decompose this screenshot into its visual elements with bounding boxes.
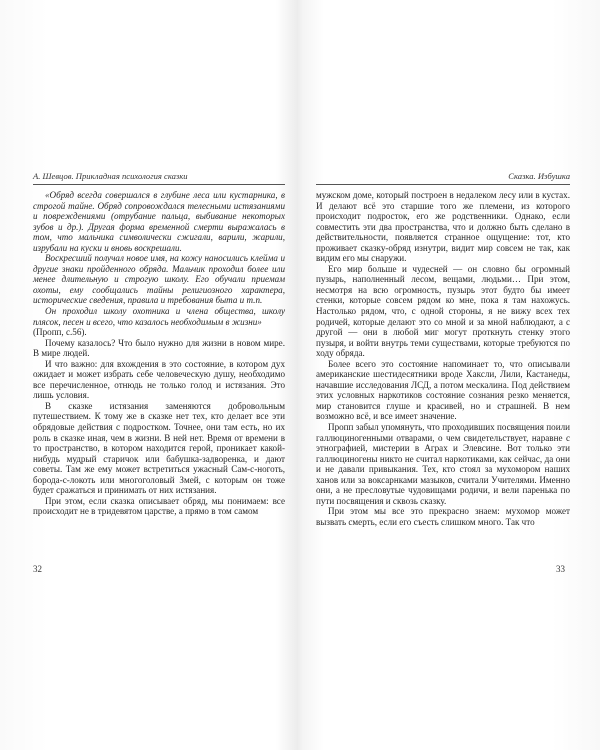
right-running-head: Сказка. Избушка <box>316 171 570 185</box>
paragraph: При этом мы все это прекрасно знаем: мухомор может вызвать смерть, если его съесть слишком много. Так что <box>316 506 570 527</box>
paragraph: мужском доме, который построен в недалеком лесу или в кустах. И делают всё это старшие того же племени, из которого происходит подросток, его же родственники. Однако, если совместить эти два пространства, что и должно быть сделано в действительности, появляется странное ощущение: тот, кто проживает сказку-обряд изнутри, видит мир совсем не так, как видим его мы снаружи. <box>316 190 570 264</box>
paragraph: Воскресший получал новое имя, на кожу наносились клейма и другие знаки пройденного обряда. Мальчик проходил более или менее длительную и строгую школу. Его обучали приемам охоты, ему сообщались тайны религиозного характера, исторические сведения, правила и требования быта и т.п. <box>33 253 285 306</box>
paragraph: Его мир больше и чудесней — он словно бы огромный пузырь, наполненный лесом, вещами, людьми… При этом, несмотря на всю огромность, пузырь этот будто бы имеет стенки, которые совсем рядом ко мне, пока я там нахожусь. Настолько рядом, что, с одной стороны, я не вижу всех тех родичей, которые делают это со мной и за мной наблюдают, а с другой — они в любой миг могут проткнуть стенку этого пузыря, и войти внутрь теми существами, которые требуются по ходу обряда. <box>316 263 570 359</box>
paragraph: Более всего это состояние напоминает то, что описывали американские шестидесятники вроде Хаксли, Лили, Кастанеды, начавшие исследования ЛСД, а потом мескалина. Под действием этих условных наркотиков состояние сознания резко меняется, мир становится глуше и красивей, но и страшней. В нем возможно всё, и все имеет значение. <box>316 358 570 422</box>
paragraph: «Обряд всегда совершался в глубине леса или кустарника, в строгой тайне. Обряд сопровождался телесными истязаниями и повреждениями (отрубание пальца, выбивание некоторых зубов и др.). Другая форма временной смерти выражалась в том, что мальчика символически сжигали, варили, жарили, изрубали на куски и вновь воскрешали. <box>33 190 285 253</box>
paragraph: Пропп забыл упомянуть, что проходивших посвящения поили галлюциногенными отварами, о чем свидетельствует, наравне с этнографией, мистерии в Аграх и Элевсине. Вот только эти галлюциногены никто не считал наркотиками, как сейчас, да они и не давали привыкания. Тех, кто стоял за мухомором наших ханов или за воксарнками мазыков, считали Учителями. Именно они, а не пресловутые чудовищами родичи, и вели паренька по пути посвящения и сквозь сказку. <box>316 422 570 506</box>
right-page <box>316 171 570 591</box>
citation: (Пропп, с.56). <box>33 327 87 338</box>
paragraph: И что важно: для вхождения в это состояние, в котором дух ожидает и может избрать себе человеческую душу, необходимо все перечисленное, отнюдь не только голод и истязания. Это лишь условия. <box>33 358 285 401</box>
paragraph: Почему казалось? Что было нужно для жизни в новом мире. В мире людей. <box>33 337 285 359</box>
paragraph: Он проходил школу охотника и члена общества, школу плясок, песен и всего, что казалось необходимым в жизни» <box>33 306 285 327</box>
right-page-number: 33 <box>556 564 565 574</box>
left-running-head: А. Шевцов. Прикладная психология сказки <box>33 171 285 185</box>
paragraph: При этом, если сказка описывает обряд, мы понимаем: все происходит не в тридевятом царстве, а прямо в том самом <box>33 495 285 517</box>
right-page-body <box>316 190 570 528</box>
left-page-number: 32 <box>33 564 42 574</box>
paragraph: В сказке истязания заменяются добровольным путешествием. К тому же в сказке нет тех, кто делает все эти обрядовые действия с подростком. Точнее, они там есть, но их роль в сказке иная, чем в жизни. В ней нет. Время от времени в то пространство, в котором находится герой, проникает какой-нибудь мудрый старичок или бабушка-задворенка, и дают советы. Там же ему может встретиться ужасный Сам-с-ноготь, борода-с-локоть или многоголовый Змей, с которым он тоже будет сражаться и принимать от них истязания. <box>33 400 285 496</box>
left-page <box>33 171 285 591</box>
left-page-body <box>33 190 285 517</box>
